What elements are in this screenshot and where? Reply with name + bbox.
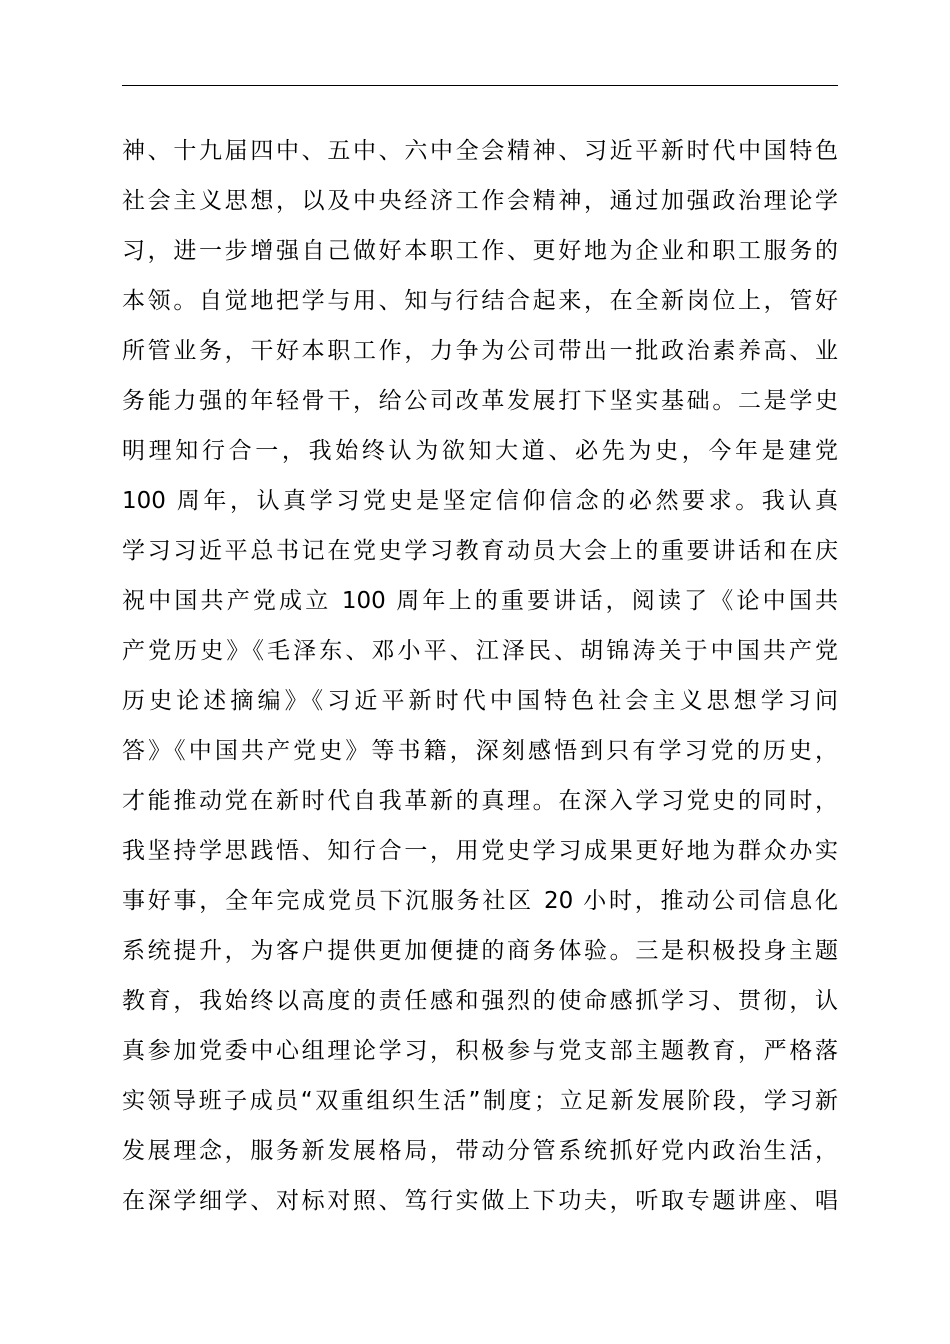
text-line: 习，进一步增强自己做好本职工作、更好地为企业和职工服务的 bbox=[122, 238, 838, 264]
text-line: 才能推动党在新时代自我革新的真理。在深入学习党史的同时， bbox=[122, 788, 838, 814]
text-line: 事好事，全年完成党员下沉服务社区 20 小时，推动公司信息化 bbox=[122, 888, 838, 914]
text-line: 神、十九届四中、五中、六中全会精神、习近平新时代中国特色 bbox=[122, 138, 838, 164]
text-line: 历史论述摘编》《习近平新时代中国特色社会主义思想学习问 bbox=[122, 688, 838, 714]
text-line: 本领。自觉地把学与用、知与行结合起来，在全新岗位上，管好 bbox=[122, 288, 838, 314]
text-line: 系统提升，为客户提供更加便捷的商务体验。三是积极投身主题 bbox=[122, 938, 838, 964]
text-line: 祝中国共产党成立 100 周年上的重要讲话，阅读了《论中国共 bbox=[122, 588, 838, 614]
text-line: 100 周年，认真学习党史是坚定信仰信念的必然要求。我认真 bbox=[122, 488, 838, 514]
text-line: 教育，我始终以高度的责任感和强烈的使命感抓学习、贯彻，认 bbox=[122, 988, 838, 1014]
text-line: 学习习近平总书记在党史学习教育动员大会上的重要讲话和在庆 bbox=[122, 538, 838, 564]
text-line: 答》《中国共产党史》等书籍，深刻感悟到只有学习党的历史， bbox=[122, 738, 838, 764]
text-line: 真参加党委中心组理论学习，积极参与党支部主题教育，严格落 bbox=[122, 1038, 838, 1064]
body-paragraph bbox=[122, 126, 838, 1226]
text-line: 社会主义思想，以及中央经济工作会精神，通过加强政治理论学 bbox=[122, 188, 838, 214]
text-line: 实领导班子成员“双重组织生活”制度；立足新发展阶段，学习新 bbox=[122, 1088, 838, 1114]
text-line: 务能力强的年轻骨干，给公司改革发展打下坚实基础。二是学史 bbox=[122, 388, 838, 414]
text-line: 明理知行合一，我始终认为欲知大道、必先为史，今年是建党 bbox=[122, 438, 838, 464]
text-line: 发展理念，服务新发展格局，带动分管系统抓好党内政治生活， bbox=[122, 1138, 838, 1164]
text-line: 在深学细学、对标对照、笃行实做上下功夫，听取专题讲座、唱 bbox=[122, 1188, 838, 1214]
text-line: 产党历史》《毛泽东、邓小平、江泽民、胡锦涛关于中国共产党 bbox=[122, 638, 838, 664]
header-rule bbox=[122, 85, 838, 86]
text-line: 所管业务，干好本职工作，力争为公司带出一批政治素养高、业 bbox=[122, 338, 838, 364]
text-line: 我坚持学思践悟、知行合一，用党史学习成果更好地为群众办实 bbox=[122, 838, 838, 864]
